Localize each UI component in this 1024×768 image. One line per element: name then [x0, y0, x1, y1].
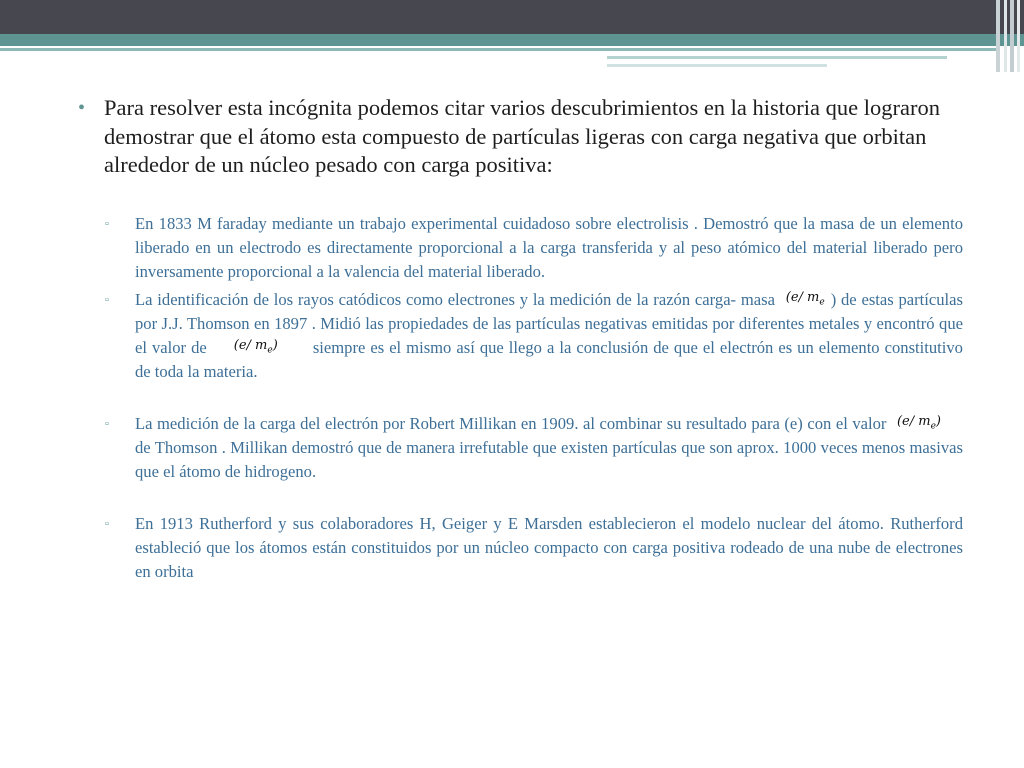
square-bullet-icon: ▫ — [105, 293, 109, 306]
text-fragment: siempre es el mismo así que llego a la conclusión de que el electrón es un elemento constitutivo de toda la materia. — [135, 337, 963, 381]
slide-body — [78, 94, 966, 584]
corner-stripe — [1010, 0, 1014, 72]
header-rule — [607, 56, 947, 59]
square-bullet-icon: ▫ — [105, 417, 109, 430]
sub-bullet-faraday — [105, 212, 966, 284]
text-fragment: ) de estas partículas por J.J. Thomson en 1897 . Midió las propiedades de las partículas negativas emitidas por diferentes metales y encontró que el valor de — [135, 289, 963, 357]
text-fragment: La identificación de los rayos catódicos como electrones y la medición de la razón carga- masa — [135, 289, 775, 309]
corner-stripe — [996, 0, 1000, 72]
square-bullet-icon: ▫ — [105, 517, 109, 530]
charge-mass-ratio-formula: (e/ $m_e$) — [896, 414, 941, 432]
charge-mass-ratio-formula: (e/ $m_e$) — [233, 338, 278, 356]
header-rule — [0, 48, 1000, 51]
sub-bullet-millikan — [105, 412, 966, 484]
header-bar-dark — [0, 0, 1024, 34]
main-bullet-text: Para resolver esta incógnita podemos citar varios descubrimientos en la historia que lograron demostrar que el átomo esta compuesto de partículas ligeras con carga negativa que orbitan alrededor de un núcleo pesado con carga positiva: — [104, 95, 940, 177]
sub-bullet-list — [78, 212, 966, 584]
main-bullet — [78, 94, 966, 180]
sub-bullet-text — [135, 412, 963, 484]
text-fragment: La medición de la carga del electrón por Robert Millikan en 1909. al combinar su resultado para (e) con el valor — [135, 413, 887, 433]
header-bar-teal — [0, 34, 1024, 46]
sub-bullet-rutherford — [105, 512, 966, 584]
sub-bullet-text — [135, 288, 963, 384]
sub-bullet-thomson — [105, 288, 966, 384]
sub-bullet-text: En 1833 M faraday mediante un trabajo experimental cuidadoso sobre electrolisis . Demostró que la masa de un elemento liberado en un electrodo es directamente proporcional a la carga transferida y al peso atómico del material liberado pero inversamente proporcional a la valencia del material liberado. — [135, 213, 963, 281]
text-fragment: de Thomson . Millikan demostró que de manera irrefutable que existen partículas que son aprox. 1000 veces menos masivas que el átomo de hidrogeno. — [135, 437, 963, 481]
bullet-icon: • — [78, 97, 86, 119]
corner-stripe — [1004, 0, 1007, 72]
corner-stripe — [1017, 0, 1020, 72]
header-rule — [607, 64, 827, 67]
square-bullet-icon: ▫ — [105, 217, 109, 230]
charge-mass-ratio-formula: (e/ $m_e$ — [785, 290, 825, 308]
sub-bullet-text: En 1913 Rutherford y sus colaboradores H, Geiger y E Marsden establecieron el modelo nuclear del átomo. Rutherford estableció que los átomos están constituidos por un núcleo compacto con carga positiva rodeado de una nube de electrones en orbita — [135, 513, 963, 581]
